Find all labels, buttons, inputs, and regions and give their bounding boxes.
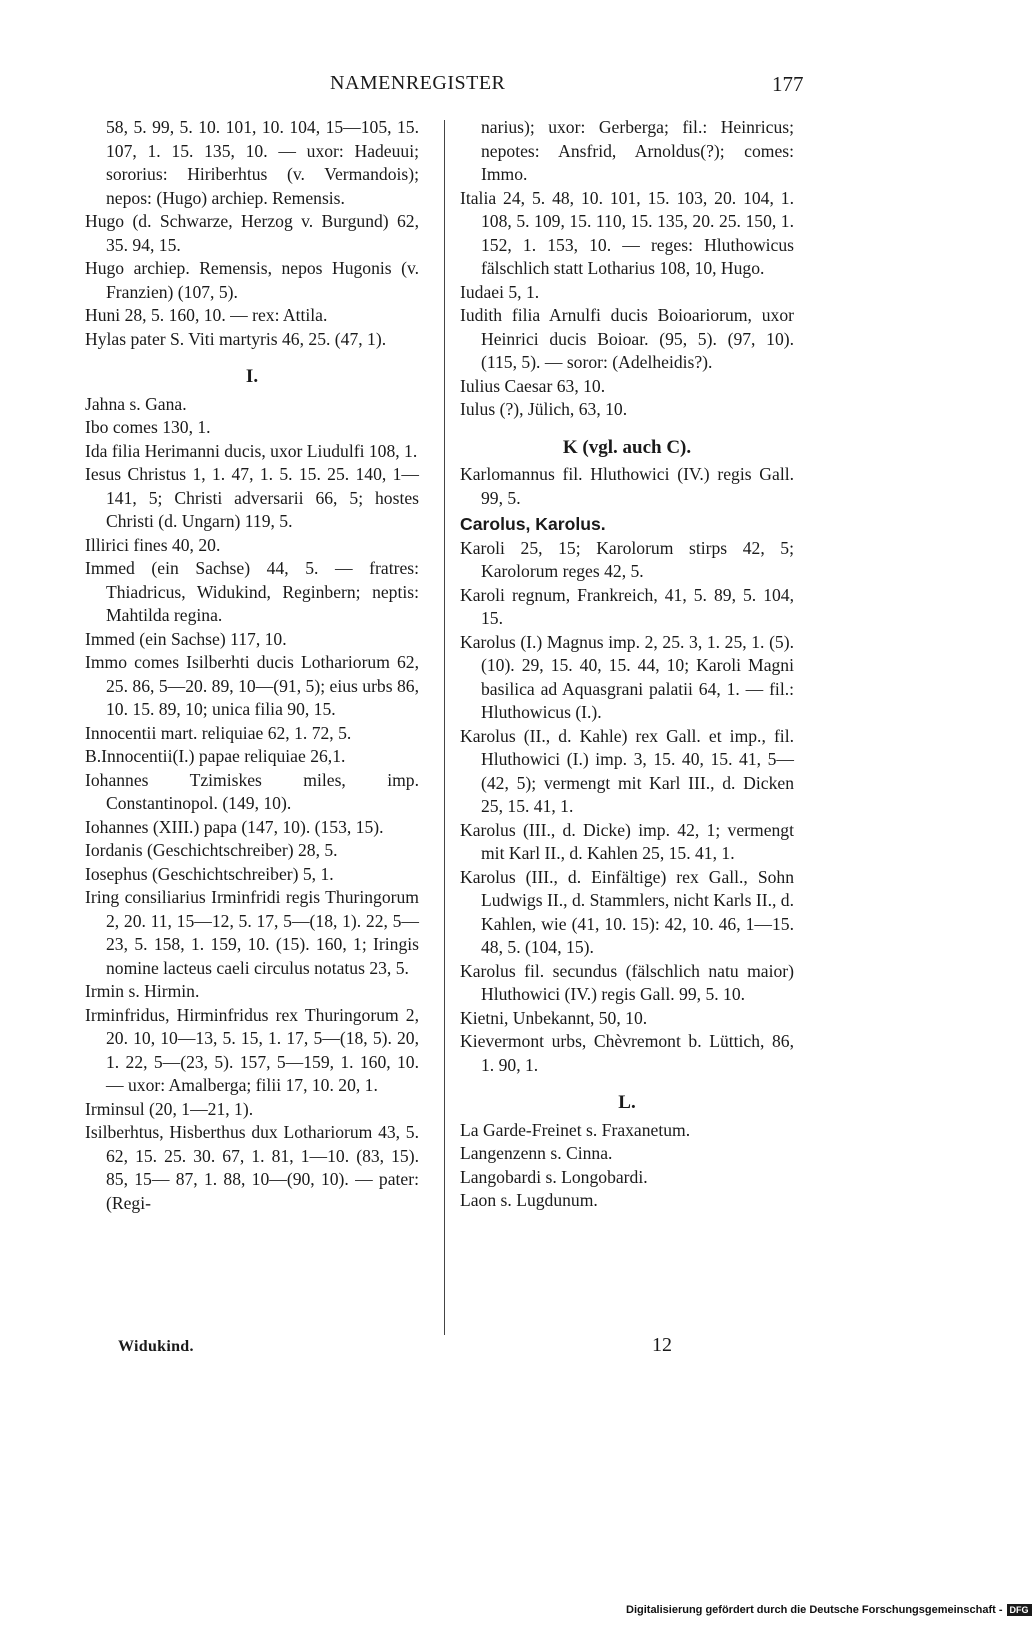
- index-entry: Karolus (III., d. Dicke) imp. 42, 1; vermengt mit Karl II., d. Kahlen 25, 15. 41, 1.: [460, 819, 794, 863]
- index-entry: 58, 5. 99, 5. 10. 101, 10. 104, 15—105, 15. 107, 1. 15. 135, 10. — uxor: Hadeuui; sororius: Hiriberhtus (v. Vermandois); nepos: (Hugo) archiep. Remensis.: [106, 117, 419, 208]
- index-entry: Karlomannus fil. Hluthowici (IV.) regis Gall. 99, 5.: [460, 464, 794, 508]
- index-entry: Karolus (II., d. Kahle) rex Gall. et imp., fil. Hluthowici (I.) imp. 3, 15. 40, 15. 41, 5—(42, 5); vermengt mit Karl III., d. Dicken 25, 15. 41, 1.: [460, 725, 794, 816]
- index-entry: Kievermont urbs, Chèvremont b. Lüttich, 86, 1. 90, 1.: [460, 1031, 794, 1075]
- index-entry: Illirici fines 40, 20.: [85, 534, 221, 555]
- index-entry: Iudith filia Arnulfi ducis Boioariorum, uxor Heinrici ducis Boioar. (95, 5). (97, 10). (115, 5). — soror: (Adelheidis?).: [460, 305, 794, 372]
- index-entry: Immo comes Isilberhti ducis Lothariorum 62, 25. 86, 5—20. 89, 10—(91, 5); eius urbs 86, 10. 15. 89, 10; unica filia 90, 15.: [85, 652, 419, 719]
- index-entry: Iohannes (XIII.) papa (147, 10). (153, 15).: [85, 816, 384, 837]
- section-letter: I.: [245, 366, 259, 387]
- index-entry: La Garde-Freinet s. Fraxanetum.: [460, 1119, 691, 1140]
- index-entry: Jahna s. Gana.: [85, 393, 187, 414]
- digitization-credit: [626, 1604, 1032, 1616]
- index-entry: Irmin s. Hirmin.: [85, 981, 200, 1001]
- index-entry: Iulus (?), Jülich, 63, 10.: [460, 399, 628, 419]
- index-entry: Karolus fil. secundus (fälschlich natu maior) Hluthowici (IV.) regis Gall. 99, 5. 10.: [460, 960, 794, 1004]
- index-entry: Innocentii mart. reliquiae 62, 1. 72, 5.: [85, 722, 352, 743]
- index-entry: Iulius Caesar 63, 10.: [460, 375, 606, 396]
- index-entry: Karoli 25, 15; Karolorum stirps 42, 5; Karolorum reges 42, 5.: [460, 537, 794, 581]
- index-entry: Karolus (I.) Magnus imp. 2, 25. 3, 1. 25, 1. (5). (10). 29, 15. 40, 15. 44, 10; Karoli Magni basilica ad Aquasgrani palatii 64, 1. — fil.: Hluthowicus (I.).: [460, 631, 794, 722]
- index-entry: Hylas pater S. Viti martyris 46, 25. (47, 1).: [85, 328, 387, 349]
- index-entry: Langenzenn s. Cinna.: [460, 1143, 613, 1163]
- sheet-number: 12: [652, 1334, 672, 1356]
- index-entry: Isilberhtus, Hisberthus dux Lothariorum 43, 5. 62, 15. 25. 30. 67, 1. 81, 1—10. (83, 15). 85, 15— 87, 1. 88, 10—(90, 10). — pater: (Regi-: [85, 1122, 419, 1213]
- index-entry: Immed (ein Sachse) 117, 10.: [85, 628, 287, 649]
- subsection-heading: Carolus, Karolus.: [460, 514, 606, 534]
- index-entry: Irminsul (20, 1—21, 1).: [85, 1098, 254, 1119]
- index-entry: Iordanis (Geschichtschreiber) 28, 5.: [85, 840, 338, 860]
- page-title: NAMENREGISTER: [330, 72, 506, 94]
- right-column: [460, 116, 794, 1213]
- index-entry: B.Innocentii(I.) papae reliquiae 26,1.: [85, 746, 346, 766]
- running-header: [0, 72, 1000, 102]
- index-entry: Hugo archiep. Remensis, nepos Hugonis (v. Franzien) (107, 5).: [85, 258, 419, 302]
- index-entry: Karoli regnum, Frankreich, 41, 5. 89, 5. 104, 15.: [460, 584, 794, 628]
- digitization-text: Digitalisierung gefördert durch die Deutsche Forschungsgemeinschaft -: [626, 1604, 1003, 1616]
- index-entry: Iosephus (Geschichtschreiber) 5, 1.: [85, 863, 334, 884]
- index-entry: Iohannes Tzimiskes miles, imp. Constantinopol. (149, 10).: [85, 769, 419, 813]
- index-entry: Kietni, Unbekannt, 50, 10.: [460, 1007, 648, 1028]
- index-entry: Iudaei 5, 1.: [460, 281, 540, 302]
- column-divider: [444, 120, 445, 1335]
- dfg-logo-icon: DFG: [1007, 1604, 1032, 1616]
- index-entry: Immed (ein Sachse) 44, 5. — fratres: Thiadricus, Widukind, Reginbern; neptis: Mahtilda regina.: [85, 558, 419, 625]
- index-entry: Iesus Christus 1, 1. 47, 1. 5. 15. 25. 140, 1—141, 5; Christi adversarii 66, 5; hostes Christi (d. Ungarn) 119, 5.: [85, 464, 419, 531]
- index-entry: Italia 24, 5. 48, 10. 101, 15. 103, 20. 104, 1. 108, 5. 109, 15. 110, 15. 135, 20. 25. 150, 1. 152, 1. 153, 10. — reges: Hluthowicus fälschlich statt Lotharius 108, 10, Hugo.: [460, 187, 794, 278]
- index-entry: Laon s. Lugdunum.: [460, 1190, 598, 1210]
- left-column: [85, 116, 419, 1215]
- section-letter: K (vgl. auch C).: [562, 436, 692, 458]
- index-entry: Huni 28, 5. 160, 10. — rex: Attila.: [85, 305, 328, 325]
- section-letter: L.: [618, 1092, 636, 1113]
- index-entry: Iring consiliarius Irminfridi regis Thuringorum 2, 20. 11, 15—12, 5. 17, 5—(18, 1). 22, 5—23, 5. 158, 1. 159, 10. (15). 160, 1; Iringis nomine lacteus caeli circulus notatus 23, 5.: [85, 887, 419, 978]
- index-entry: Ida filia Herimanni ducis, uxor Liudulfi 108, 1.: [85, 440, 418, 461]
- index-entry: Karolus (III., d. Einfältige) rex Gall., Sohn Ludwigs II., d. Stammlers, nicht Karls II., d. Kahlen, wie (41, 10. 15): 42, 10. 46, 1—15. 48, 5. (104, 15).: [460, 866, 794, 957]
- index-entry: Hugo (d. Schwarze, Herzog v. Burgund) 62, 35. 94, 15.: [85, 211, 419, 255]
- index-entry: Ibo comes 130, 1.: [85, 417, 211, 437]
- page-number: 177: [772, 72, 804, 96]
- index-entry: narius); uxor: Gerberga; fil.: Heinricus; nepotes: Ansfrid, Arnoldus(?); comes: Immo.: [481, 117, 794, 184]
- index-entry: Irminfridus, Hirminfridus rex Thuringorum 2, 20. 10, 10—13, 5. 15, 1. 17, 5—(18, 5). 20, 1. 22, 5—(23, 5). 157, 5—159, 1. 160, 10. — uxor: Amalberga; filii 17, 10. 20, 1.: [85, 1004, 419, 1095]
- index-entry: Langobardi s. Longobardi.: [460, 1166, 648, 1187]
- signature-mark: Widukind.: [118, 1338, 194, 1355]
